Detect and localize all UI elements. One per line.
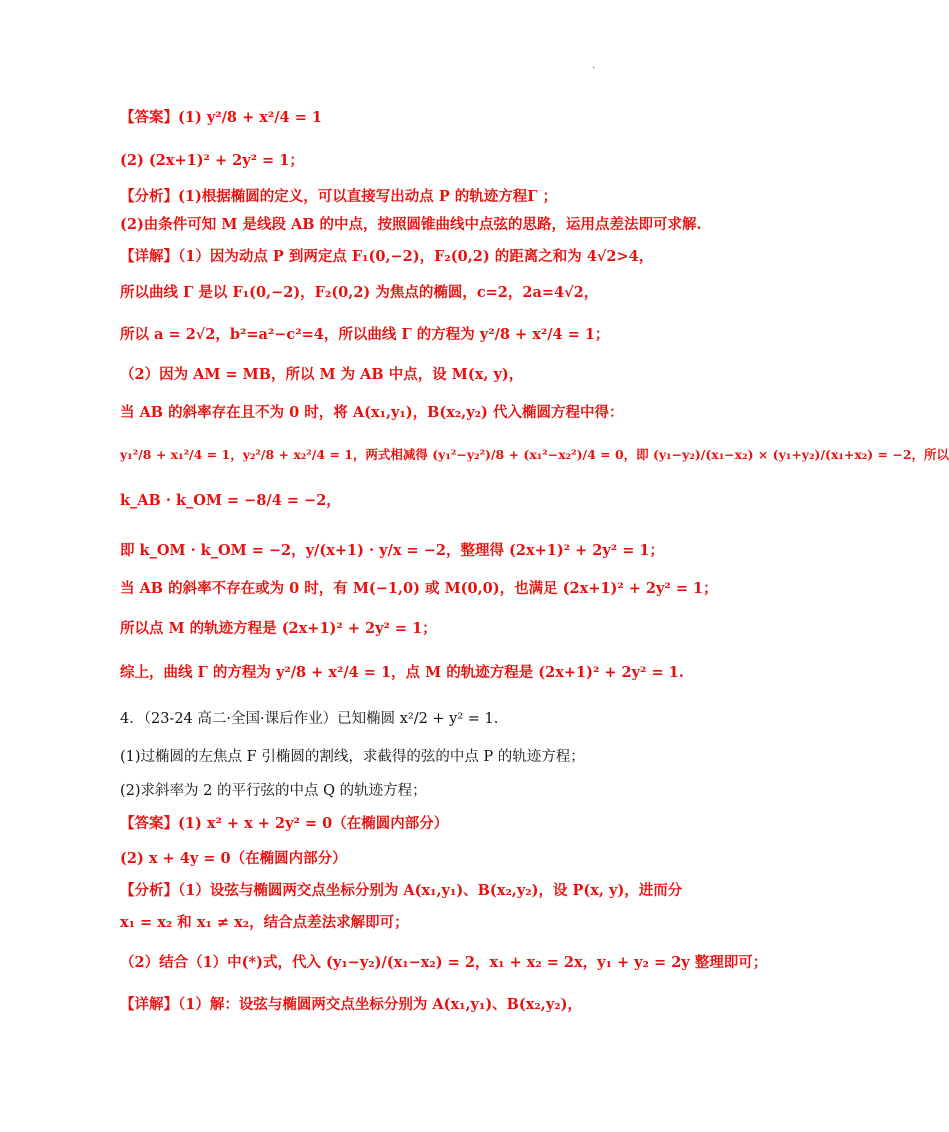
answer-1: 【答案】(1) y²/8 + x²/4 = 1 bbox=[120, 109, 322, 126]
question-4: 4．（23-24 高二·全国·课后作业）已知椭圆 x²/2 + y² = 1. bbox=[120, 711, 499, 727]
answer-4-2: (2) x + 4y = 0（在椭圆内部分） bbox=[120, 850, 347, 867]
analysis-4-2: x₁ = x₂ 和 x₁ ≠ x₂，结合点差法求解即可； bbox=[120, 914, 409, 931]
analysis-4-1: 【分析】（1）设弦与椭圆两交点坐标分别为 A(x₁,y₁)、B(x₂,y₂)，设 P(x, y)，进而分 bbox=[120, 882, 683, 899]
answer-2: (2) (2x+1)² + 2y² = 1； bbox=[120, 152, 304, 169]
question-4-part-1: (1)过椭圆的左焦点 F 引椭圆的割线，求截得的弦的中点 P 的轨迹方程； bbox=[120, 749, 585, 765]
answer-4-1: 【答案】(1) x² + x + 2y² = 0（在椭圆内部分） bbox=[120, 815, 449, 832]
detail-5: 当 AB 的斜率存在且不为 0 时，将 A(x₁,y₁)，B(x₂,y₂) 代入椭圆方程中得： bbox=[120, 404, 624, 421]
detail-9: 当 AB 的斜率不存在或为 0 时，有 M(−1,0) 或 M(0,0)，也满足 (2x+1)² + 2y² = 1； bbox=[120, 580, 718, 597]
analysis-1: 【分析】(1)根据椭圆的定义，可以直接写出动点 P 的轨迹方程Γ ； bbox=[120, 188, 558, 205]
detail-1: 【详解】（1）因为动点 P 到两定点 F₁(0,−2)，F₂(0,2) 的距离之和为 4√2>4， bbox=[120, 248, 654, 265]
header-mark: . bbox=[592, 60, 596, 71]
detail-4: （2）因为 AM = MB，所以 M 为 AB 中点，设 M(x, y)， bbox=[120, 366, 524, 383]
detail-11: 综上，曲线 Γ 的方程为 y²/8 + x²/4 = 1，点 M 的轨迹方程是 (2x+1)² + 2y² = 1. bbox=[120, 664, 684, 681]
analysis-2: (2)由条件可知 M 是线段 AB 的中点，按照圆锥曲线中点弦的思路，运用点差法即可求解. bbox=[120, 216, 702, 233]
detail-2: 所以曲线 Γ 是以 F₁(0,−2)，F₂(0,2) 为焦点的椭圆，c=2，2a=4√2， bbox=[120, 284, 599, 301]
question-4-part-2: (2)求斜率为 2 的平行弦的中点 Q 的轨迹方程； bbox=[120, 783, 427, 799]
detail-6: y₁²/8 + x₁²/4 = 1，y₂²/8 + x₂²/4 = 1，两式相减得 (y₁²−y₂²)/8 + (x₁²−x₂²)/4 = 0，即 (y₁−y₂)/(x₁−x₂) × (y₁+y₂)/(x₁+x₂) = −2，所以 bbox=[120, 447, 949, 462]
detail-8: 即 k_OM · k_OM = −2，y/(x+1) · y/x = −2，整理得 (2x+1)² + 2y² = 1； bbox=[120, 542, 664, 559]
detail-3: 所以 a = 2√2，b²=a²−c²=4，所以曲线 Γ 的方程为 y²/8 + x²/4 = 1； bbox=[120, 326, 610, 343]
detail-7: k_AB · k_OM = −8/4 = −2， bbox=[120, 492, 341, 509]
detail-10: 所以点 M 的轨迹方程是 (2x+1)² + 2y² = 1； bbox=[120, 620, 437, 637]
analysis-4-3: （2）结合（1）中(*)式，代入 (y₁−y₂)/(x₁−x₂) = 2，x₁ + x₂ = 2x，y₁ + y₂ = 2y 整理即可； bbox=[120, 954, 768, 971]
detail-4-1: 【详解】（1）解：设弦与椭圆两交点坐标分别为 A(x₁,y₁)、B(x₂,y₂)， bbox=[120, 996, 582, 1013]
